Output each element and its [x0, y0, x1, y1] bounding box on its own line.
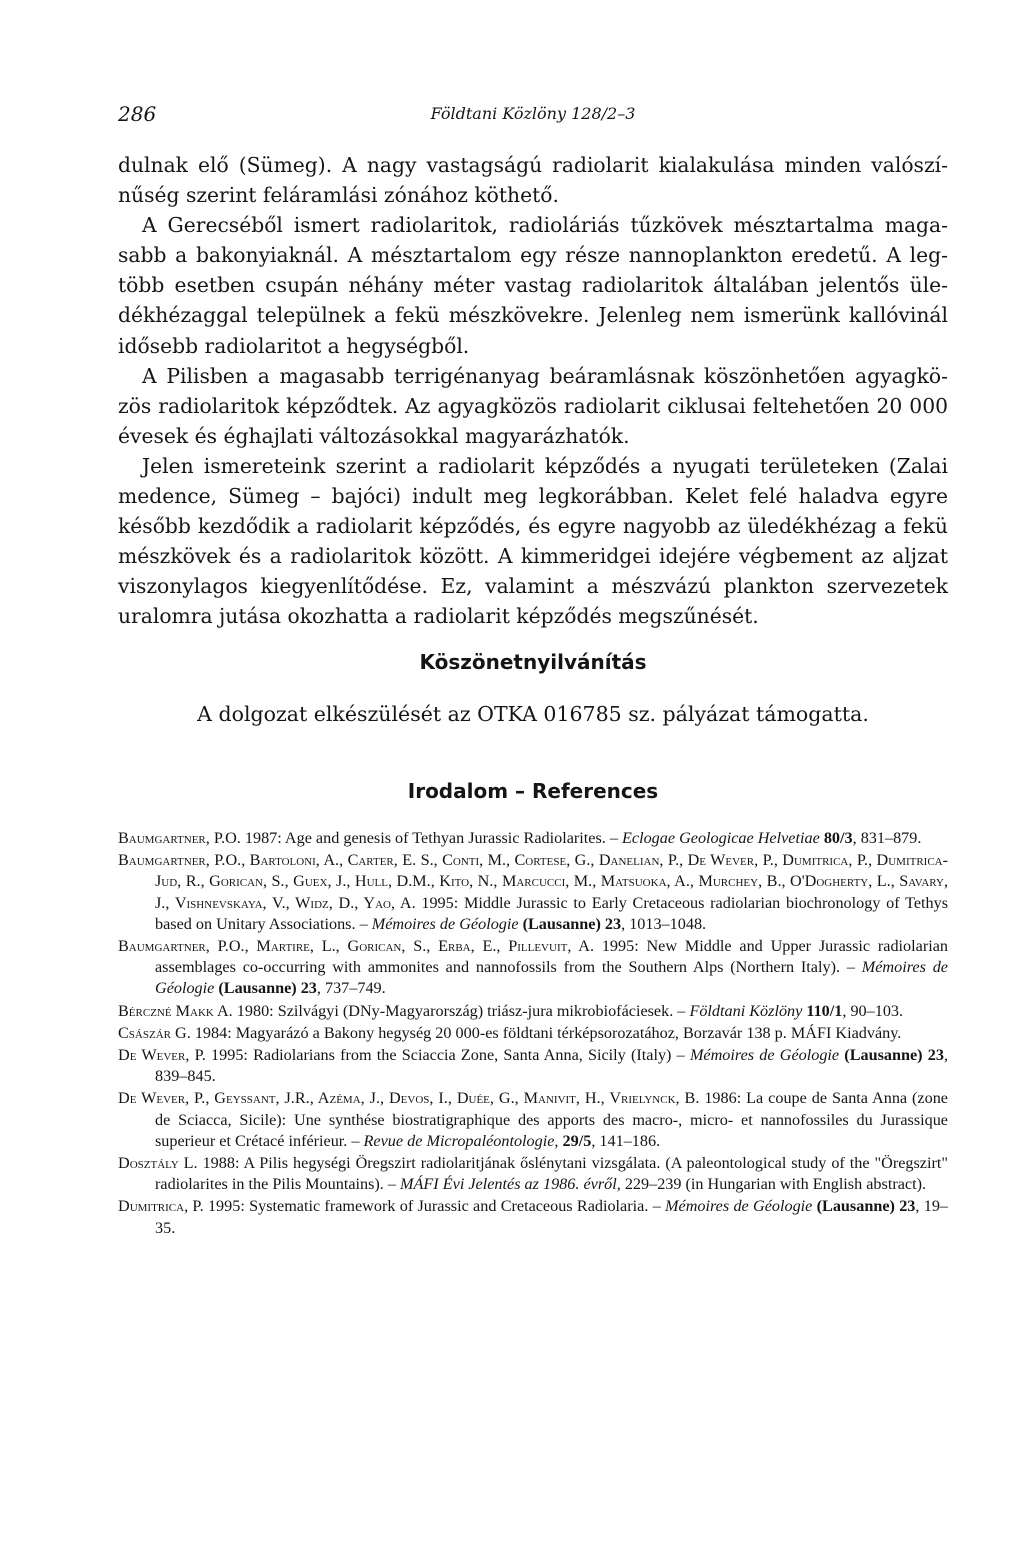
reference-journal: Mémoires de Géologie [155, 958, 948, 998]
page-number: 286 [118, 102, 157, 126]
reference-pages: , 831–879. [852, 829, 922, 847]
reference-authors: Dosztály L. [118, 1154, 198, 1173]
reference-list [118, 828, 948, 1240]
reference-item [118, 1045, 948, 1087]
reference-item [118, 850, 948, 935]
body-paragraph: A Gerecséből ismert radiolaritok, radioláriás tűzkövek mésztartalma magasabb a bakonyiaknál. A mésztartalom egy része nannoplankton eredetű. A legtöbb esetben csupán néhány méter vastag radiolaritok általában jelentős üledékhézaggal települnek a fekü mészkövekre. Jelenleg nem ismerünk kallóvinál idősebb radiolaritot a hegységből. [118, 213, 948, 358]
acknowledgement-text: A dolgozat elkészülését az OTKA 016785 sz. pályázat támogatta. [197, 702, 869, 726]
reference-item [118, 1001, 948, 1022]
acknowledgement-heading: Köszönetnyilvánítás [419, 650, 647, 674]
reference-pages: , 19–35. [155, 1197, 949, 1237]
reference-journal: Revue de Micropaléontologie, [363, 1131, 559, 1150]
reference-volume: 80/3 [819, 829, 853, 847]
reference-volume: 110/1 [802, 1001, 843, 1020]
reference-text: 1988: A Pilis hegységi Öregszirt radiolaritjának őslénytani vizsgálata. (A paleontological study of the "Öregszirt" radiolarites in the Pilis Mountains). – [155, 1154, 948, 1194]
reference-authors: Baumgartner, P.O., Martire, L., Gorican, S., Erba, E., Pillevuit, A. [118, 937, 595, 956]
reference-pages: , 839–845. [155, 1046, 948, 1086]
reference-text: 1987: Age and genesis of Tethyan Jurassic Radiolarites. – [240, 829, 622, 847]
reference-journal: Mémoires de Géologie [689, 1046, 840, 1065]
reference-pages: 229–239 (in Hungarian with English abstract). [620, 1175, 927, 1194]
reference-journal: Eclogae Geologicae Helvetiae [622, 829, 820, 847]
reference-item [118, 936, 948, 1000]
reference-authors: Bérczné Makk A. [118, 1001, 233, 1020]
page-header [118, 102, 948, 132]
reference-pages: , 141–186. [591, 1131, 661, 1150]
reference-item [118, 1088, 948, 1152]
reference-text: 1986: La coupe de Santa Anna (zone de Sciacca, Sicile): Une synthése biostratigraphique des apports des macro-, micro- et nannofossiles du Jurassique superieur et Crétacé inférieur. – [155, 1089, 948, 1150]
body-paragraph: A Pilisben a magasabb terrigénanyag beáramlásnak köszönhetően agyagközös radiolaritok képződtek. Az agyagközös radiolarit ciklusai feltehetően 20 000 évesek és éghajlati változásokkal magyarázhatók. [118, 363, 948, 448]
reference-item [118, 828, 948, 849]
reference-authors: De Wever, P. [118, 1046, 206, 1065]
reference-text: 1995: Systematic framework of Jurassic and Cretaceous Radiolaria. – [203, 1197, 666, 1216]
reference-journal: MÁFI Évi Jelentés az 1986. évről, [400, 1175, 621, 1194]
reference-text: 1995: Middle Jurassic to Early Cretaceous radiolarian biochronology of Tethys based on Unitary Associations. – [155, 893, 948, 933]
reference-volume: (Lausanne) 23 [518, 914, 622, 933]
reference-authors: Baumgartner, P.O., Bartoloni, A., Carter, E. S., Conti, M., Cortese, G., Danelian, P., De Wever, P., Dumitrica, P., Dumitrica-Jud, R., Gorican, S., Guex, J., Hull, D.M., Kito, N., Marcucci, M., Matsuoka, A., Murchey, B., O'Dogherty, L., Savary, J., Vishnevskaya, V., Widz, D., Yao, A. [118, 851, 948, 912]
reference-volume: (Lausanne) 23 [214, 979, 317, 998]
reference-text: 1984: Magyarázó a Bakony hegység 20 000-es földtani térképsorozatához, Borzavár 138 p. MÁFI Kiadvány. [190, 1023, 902, 1042]
references-heading: Irodalom – References [407, 779, 659, 803]
body-paragraph: Jelen ismereteink szerint a radiolarit képződés a nyugati területeken (Zalai medence, Sümeg – bajóci) indult meg legkorábban. Kelet felé haladva egyre később kezdődik a radiolarit képződés, és egyre nagyobb az üledékhézag a fekü mészkövek és a radiolaritok között. A kimmeridgei idejére végbement az aljzat viszonylagos kiegyenlítődése. Ez, valamint a mészvázú plankton szervezetek uralomra jutása okozhatta a radiolarit képződés megszűnését. [118, 453, 948, 629]
reference-journal: Földtani Közlöny [689, 1001, 803, 1020]
body-paragraph: dulnak elő (Sümeg). A nagy vastagságú radiolarit kialakulása minden valószínűség szerint feláramlási zónához köthető. [118, 153, 948, 208]
reference-journal: Mémoires de Géologie [665, 1197, 813, 1216]
reference-item [118, 1023, 948, 1044]
reference-item [118, 1153, 948, 1195]
reference-authors: De Wever, P., Geyssant, J.R., Azéma, J., Devos, I., Duée, G., Manivit, H., Vrielynck, B. [118, 1089, 700, 1108]
reference-pages: , 90–103. [842, 1001, 904, 1020]
reference-pages: , 737–749. [316, 979, 386, 998]
reference-authors: Baumgartner, P.O. [118, 829, 241, 847]
reference-pages: , 1013–1048. [621, 914, 707, 933]
reference-volume: (Lausanne) 23 [839, 1046, 944, 1065]
body-text [118, 150, 948, 632]
reference-volume: (Lausanne) 23 [812, 1197, 916, 1216]
reference-item [118, 1196, 948, 1238]
reference-volume: 29/5 [558, 1131, 592, 1150]
reference-text: 1995: Radiolarians from the Sciaccia Zone, Santa Anna, Sicily (Italy) – [205, 1046, 690, 1065]
running-head-journal: Földtani Közlöny 128/2–3 [430, 104, 636, 123]
reference-authors: Dumitrica, P. [118, 1197, 204, 1216]
reference-authors: Császár G. [118, 1023, 191, 1042]
reference-text: 1980: Szilvágyi (DNy-Magyarország) triász-jura mikrobiofáciesek. – [232, 1001, 690, 1020]
reference-text: 1995: New Middle and Upper Jurassic radiolarian assemblages co-occurring with ammonites and nannofossils from the Southern Alps (Northern Italy). – [155, 937, 948, 977]
reference-journal: Mémoires de Géologie [371, 914, 519, 933]
